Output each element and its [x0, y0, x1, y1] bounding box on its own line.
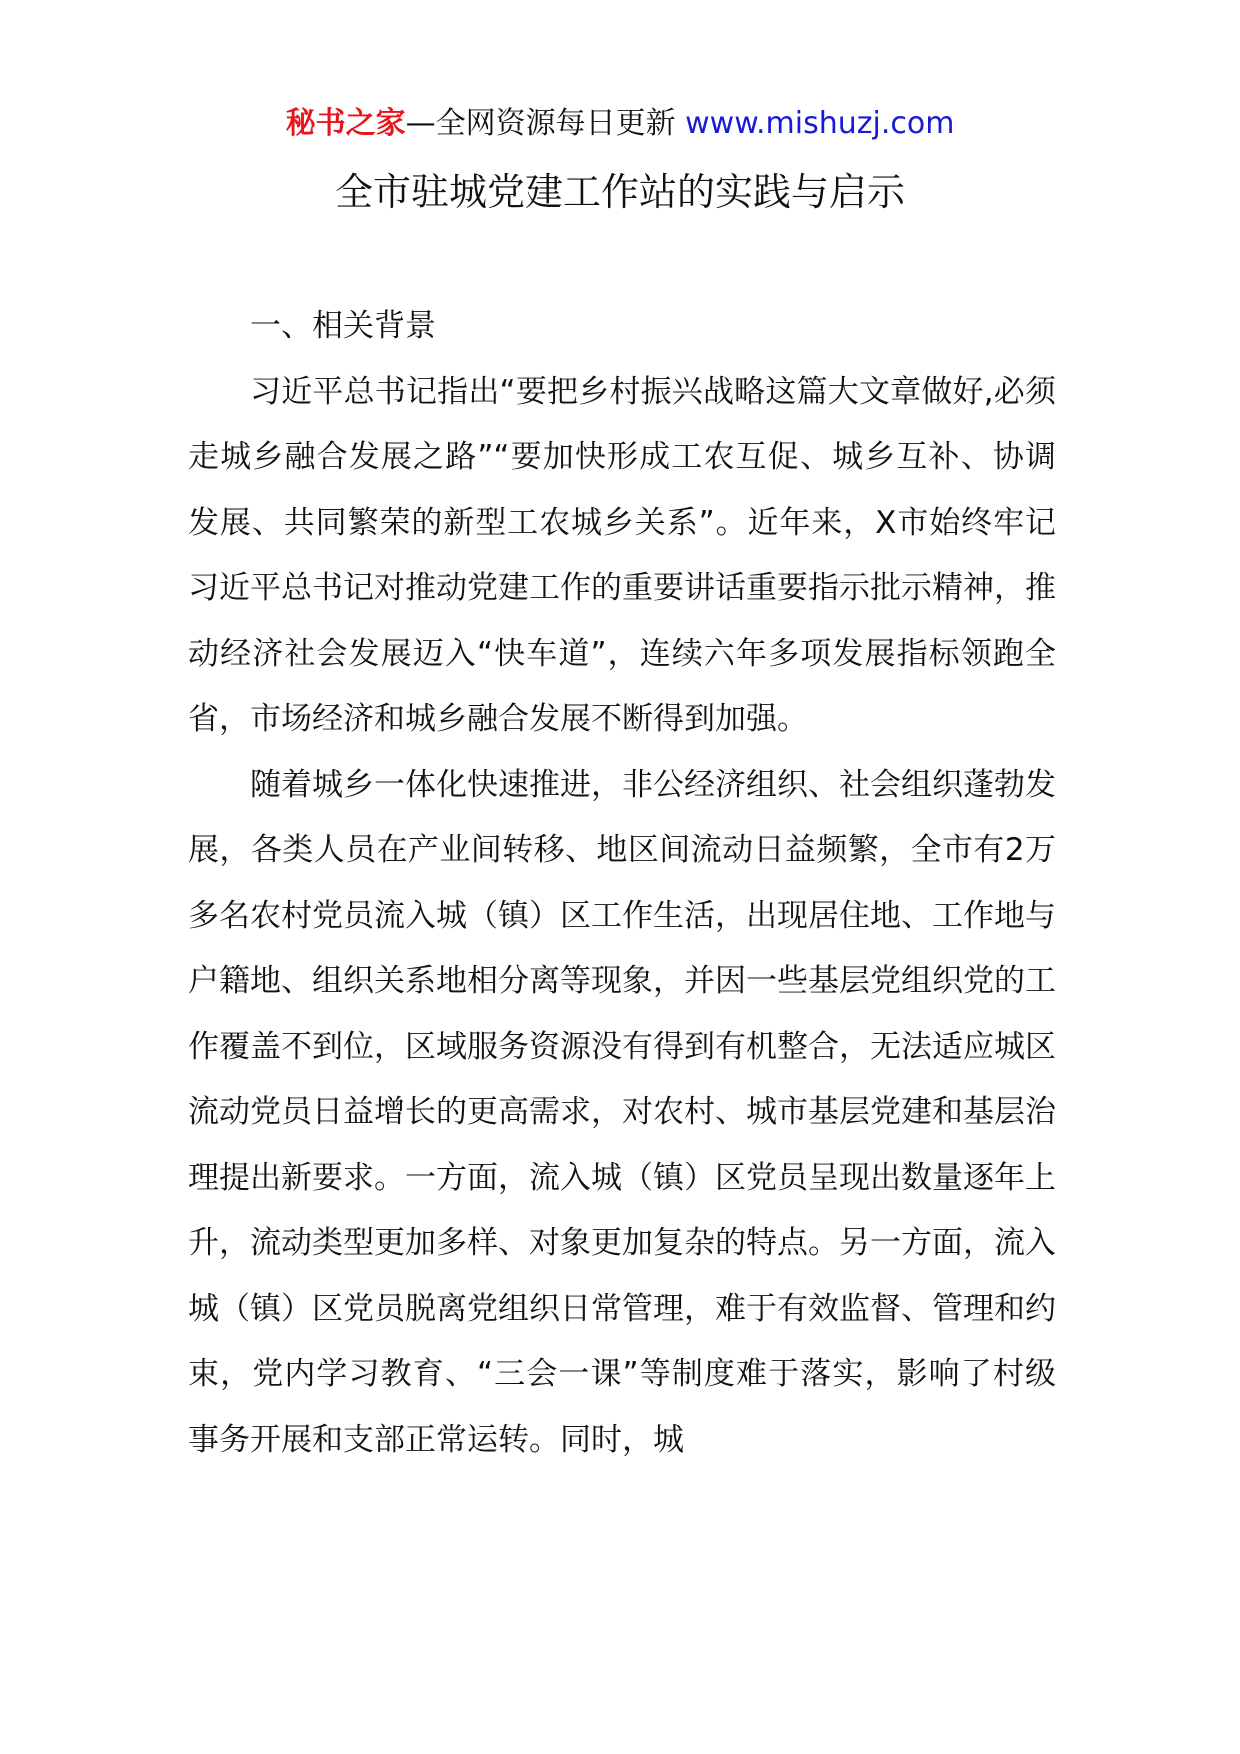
document-title: 全市驻城党建工作站的实践与启示: [334, 170, 905, 214]
document-body: [188, 294, 1056, 1473]
brand-name: 秘书之家: [285, 106, 406, 141]
banner-tagline: —全网资源每日更新: [405, 106, 686, 141]
section-heading: 一、相关背景: [250, 308, 436, 344]
paragraph-2: 随着城乡一体化快速推进，非公经济组织、社会组织蓬勃发展，各类人员在产业间转移、地区间流动日益频繁，全市有2万多名农村党员流入城（镇）区工作生活，出现居住地、工作地与户籍地、组织关系地相分离等现象，并因一些基层党组织党的工作覆盖不到位，区域服务资源没有得到有机整合，无法适应城区流动党员日益增长的更高需求，对农村、城市基层党建和基层治理提出新要求。一方面，流入城（镇）区党员呈现出数量逐年上升，流动类型更加多样、对象更加复杂的特点。另一方面，流入城（镇）区党员脱离党组织日常管理，难于有效监督、管理和约束，党内学习教育、“三会一课”等制度难于落实，影响了村级事务开展和支部正常运转。同时，城: [188, 766, 1056, 1458]
site-banner: [0, 104, 1240, 144]
paragraph-1: 习近平总书记指出“要把乡村振兴战略这篇大文章做好,必须走城乡融合发展之路”“要加快形成工农互促、城乡互补、协调发展、共同繁荣的新型工农城乡关系”。近年来，X市始终牢记习近平总书记对推动党建工作的重要讲话重要指示批示精神，推动经济社会发展迈入“快车道”，连续六年多项发展指标领跑全省，市场经济和城乡融合发展不断得到加强。: [188, 373, 1056, 737]
site-url-link[interactable]: www.mishuzj.com: [685, 106, 955, 141]
